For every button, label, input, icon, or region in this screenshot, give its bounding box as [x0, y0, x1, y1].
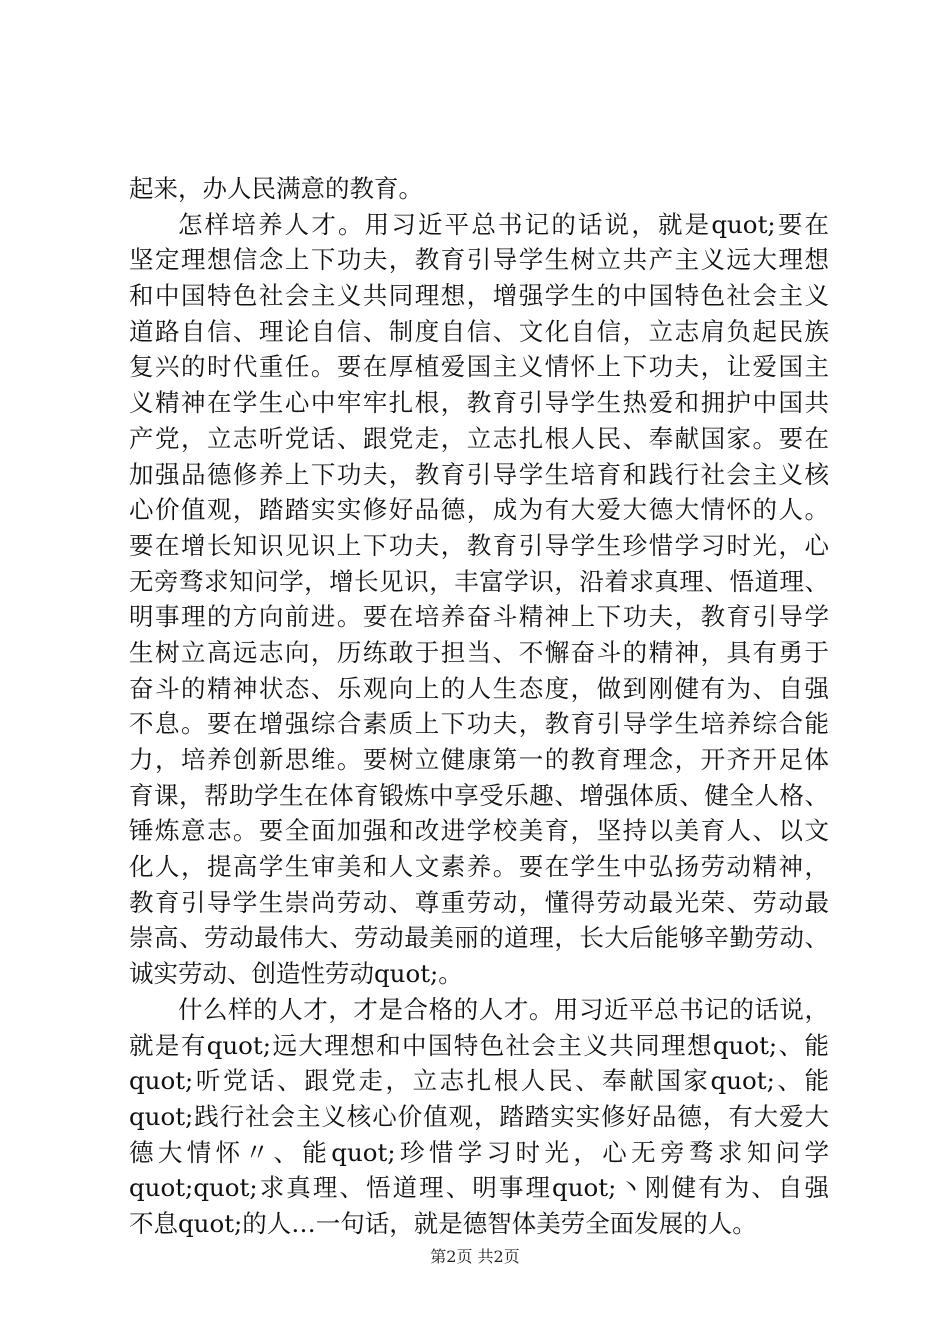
text-line: 诚实劳动、创造性劳动quot;。: [129, 959, 463, 989]
text-line: 崇高、劳动最伟大、劳动最美丽的道理，长大后能够辛勤劳动、: [129, 923, 829, 953]
text-line: 不息quot;的人…一句话，就是德智体美劳全面发展的人。: [129, 1208, 757, 1238]
document-body: [129, 171, 829, 1242]
text-line: 坚定理想信念上下功夫，教育引导学生树立共产主义远大理想: [129, 245, 829, 275]
paragraph: [129, 992, 829, 1242]
text-line: 心价值观，踏踏实实修好品德，成为有大爱大德大情怀的人。: [129, 495, 829, 525]
text-line: 教育引导学生崇尚劳动、尊重劳动，懂得劳动最光荣、劳动最: [129, 887, 829, 917]
text-line: 就是有quot;远大理想和中国特色社会主义共同理想quot;、能: [129, 1030, 829, 1060]
text-line: 力，培养创新思维。要树立健康第一的教育理念，开齐开足体: [129, 745, 829, 774]
text-line: 德大情怀〃、能quot;珍惜学习时光，心无旁骛求知问学: [129, 1137, 829, 1167]
text-line: 生树立高远志向，历练敢于担当、不懈奋斗的精神，具有勇于: [129, 637, 829, 667]
text-line: 复兴的时代重任。要在厚植爱国主义情怀上下功夫，让爱国主: [129, 352, 829, 382]
text-line: quot;践行社会主义核心价值观，踏踏实实修好品德，有大爱大: [129, 1101, 829, 1131]
text-line: 什么样的人才，才是合格的人才。用习近平总书记的话说，: [178, 994, 829, 1024]
text-line: 和中国特色社会主义共同理想，增强学生的中国特色社会主义: [129, 281, 829, 311]
text-line: 奋斗的精神状态、乐观向上的人生态度，做到刚健有为、自强: [129, 673, 829, 703]
text-line: 怎样培养人才。用习近平总书记的话说，就是quot;要在: [178, 209, 829, 239]
text-line: 无旁骛求知问学，增长见识，丰富学识，沿着求真理、悟道理、: [129, 566, 829, 596]
text-line: 锤炼意志。要全面加强和改进学校美育，坚持以美育人、以文: [129, 816, 829, 846]
text-line: quot;quot;求真理、悟道理、明事理quot;丶刚健有为、自强: [129, 1173, 829, 1203]
paragraph: [129, 171, 829, 207]
text-line: 义精神在学生心中牢牢扎根，教育引导学生热爱和拥护中国共: [129, 388, 829, 418]
text-line: 明事理的方向前进。要在培养奋斗精神上下功夫，教育引导学: [129, 602, 829, 632]
text-line: 要在增长知识见识上下功夫，教育引导学生珍惜学习时光，心: [129, 530, 829, 560]
text-line: 产党，立志听党话、跟党走，立志扎根人民、奉献国家。要在: [129, 423, 829, 453]
text-line: 起来，办人民满意的教育。: [129, 174, 423, 203]
text-line: 不息。要在增强综合素质上下功夫，教育引导学生培养综合能: [129, 709, 829, 739]
text-line: 道路自信、理论自信、制度自信、文化自信，立志肩负起民族: [129, 316, 829, 346]
text-line: 育课，帮助学生在体育锻炼中享受乐趣、增强体质、健全人格、: [129, 780, 829, 810]
text-line: 加强品德修养上下功夫，教育引导学生培育和践行社会主义核: [129, 459, 829, 489]
text-line: 化人，提高学生审美和人文素养。要在学生中弘扬劳动精神，: [129, 852, 829, 882]
paragraph: [129, 207, 829, 992]
text-line: quot;听党话、跟党走，立志扎根人民、奉献国家quot;、能: [129, 1066, 829, 1096]
page-footer: 第2页 共2页: [430, 1247, 520, 1266]
